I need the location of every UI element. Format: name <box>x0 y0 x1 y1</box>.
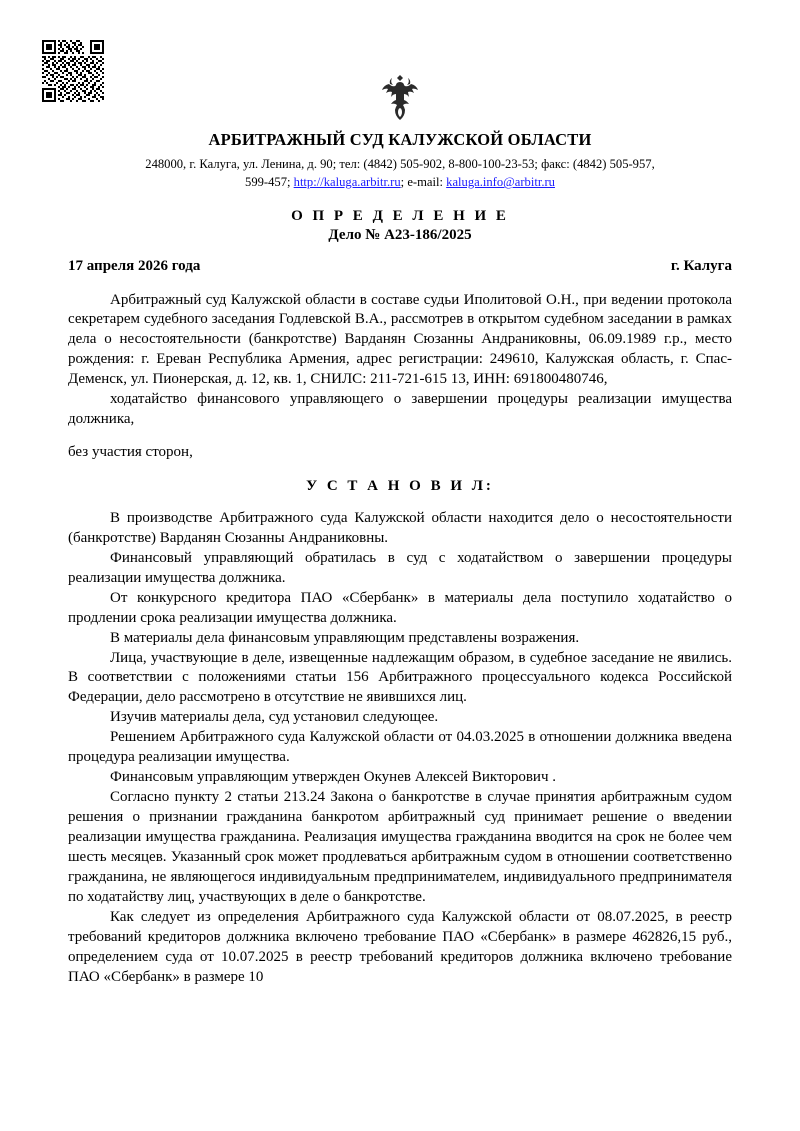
intro-paragraph: Арбитражный суд Калужской области в составе судьи Иполитовой О.Н., при ведении протокола секретарем судебного заседания Годлевской В.А., рассмотрев в открытом судебном заседании в рамках дела о несостоятельности (банкротстве) Варданян Сюзанны Андраниковны, 06.09.1989 г.р., место рождения: г. Ереван Республика Армения, адрес регистрации: 249610, Калужская область, г. Спас-Деменск, ул. Пионерская, д. 12, кв. 1, СНИЛС: 211-721-615 13, ИНН: 691800480746, <box>68 291 732 388</box>
body-paragraph-4: В материалы дела финансовым управляющим представлены возражения. <box>110 629 580 646</box>
qr-code-icon <box>42 40 104 102</box>
body-paragraph-7: Решением Арбитражного суда Калужской области от 04.03.2025 в отношении должника введена процедура реализации имущества. <box>68 729 732 766</box>
document-date: 17 апреля 2026 года <box>68 257 201 274</box>
court-email-link[interactable]: kaluga.info@arbitr.ru <box>446 175 555 190</box>
contacts-line-2-mid: ; e-mail: <box>400 175 447 190</box>
date-and-city-row <box>68 258 732 275</box>
body-paragraph-5: Лица, участвующие в деле, извещенные надлежащим образом, в судебное заседание не явились. В соответствии с положениями статьи 156 Арбитражного процессуального кодекса Российской Федерации, дело рассмотрено в отсутствие не явившихся лиц. <box>68 649 732 706</box>
document-city: г. Калуга <box>670 257 732 274</box>
body-paragraph-6: Изучив материалы дела, суд установил следующее. <box>110 709 439 726</box>
case-number: Дело № А23-186/2025 <box>328 226 472 243</box>
document-body <box>68 291 732 988</box>
body-paragraph-2: Финансовый управляющий обратилась в суд с ходатайством о завершении процедуры реализации имущества должника. <box>68 549 732 586</box>
contacts-line-1: 248000, г. Калуга, ул. Ленина, д. 90; тел: (4842) 505-902, 8-800-100-23-53; факс: (4842) 505-957, <box>145 157 655 171</box>
body-paragraph-3: От конкурсного кредитора ПАО «Сбербанк» в материалы дела поступило ходатайство о продлении срока реализации имущества должника. <box>68 589 732 626</box>
body-paragraph-10: Как следует из определения Арбитражного суда Калужской области от 08.07.2025, в реестр требований кредиторов должника включено требование ПАО «Сбербанк» в размере 462826,15 руб., определением суда от 10.07.2025 в реестр требований кредиторов должника включено требование ПАО «Сбербанк» в размере 10 <box>68 908 732 985</box>
body-paragraph-8: Финансовым управляющим утвержден Окунев Алексей Викторович . <box>110 769 556 786</box>
coat-of-arms-icon <box>68 0 732 124</box>
parties-paragraph: без участия сторон, <box>68 444 193 461</box>
body-paragraph-9: Согласно пункту 2 статьи 213.24 Закона о банкротстве в случае принятия арбитражным судом решения о признании гражданина банкротом арбитражный суд принимает решение о введении реализации имущества гражданина. Реализация имущества гражданина вводится на срок не более чем шесть месяцев. Указанный срок может продлеваться арбитражным судом в отношении соответственно гражданина, не являющегося индивидуальным предпринимателем, индивидуального предпринимателя по ходатайству лиц, участвующих в деле о банкротстве. <box>68 789 732 905</box>
subject-paragraph: ходатайство финансового управляющего о завершении процедуры реализации имущества должника, <box>68 391 732 428</box>
body-paragraph-1: В производстве Арбитражного суда Калужской области находится дело о несостоятельности (банкротстве) Варданян Сюзанны Андраниковны. <box>68 509 732 546</box>
document-type: О П Р Е Д Е Л Е Н И Е <box>291 207 509 224</box>
contacts-line-2-prefix: 599-457; <box>245 175 294 190</box>
court-site-link[interactable]: http://kaluga.arbitr.ru <box>293 175 401 190</box>
court-contacts <box>68 155 732 192</box>
page-title: АРБИТРАЖНЫЙ СУД КАЛУЖСКОЙ ОБЛАСТИ <box>208 130 592 149</box>
ustanovil-heading: У С Т А Н О В И Л: <box>306 478 494 494</box>
